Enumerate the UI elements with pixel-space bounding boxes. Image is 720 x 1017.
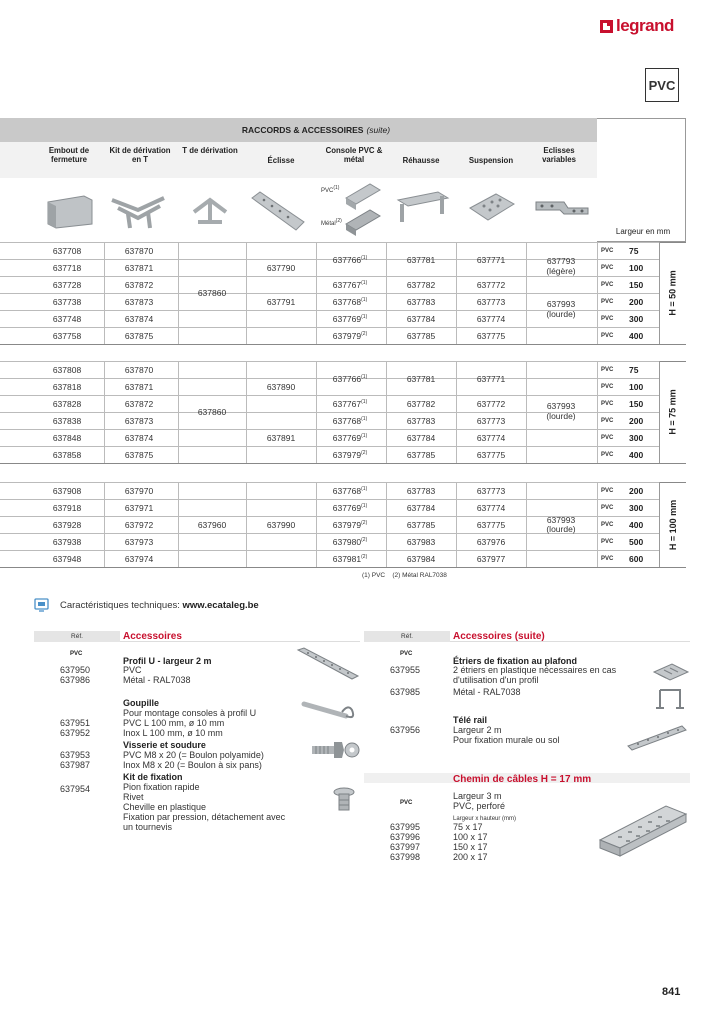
width-cell	[597, 361, 659, 378]
t-kit-image	[108, 190, 170, 232]
rehausse-ref: 637783	[406, 297, 436, 307]
eclisses-var-ref: 637993	[546, 299, 576, 309]
tech-specs-url[interactable]: www.ecataleg.be	[182, 599, 259, 611]
material-box: PVC	[645, 68, 679, 102]
embout-ref: 637828	[52, 399, 82, 409]
column-rule	[597, 482, 598, 567]
embout-ref: 637838	[52, 416, 82, 426]
width-pvc-tag: PVC	[601, 316, 614, 322]
console-ref	[316, 280, 384, 290]
suspension-ref: 637773	[476, 416, 506, 426]
col-suspension: Suspension	[468, 156, 514, 165]
goupille-ref-1: 637951	[60, 718, 91, 728]
console-ref	[316, 503, 384, 513]
kit-ref: 637875	[124, 331, 154, 341]
eclisses-var-ref: 637993	[546, 401, 576, 411]
height-label-text: H = 75 mm	[668, 389, 678, 435]
etriers-title: Étriers de fixation au plafond	[453, 656, 578, 666]
col-console: Console PVC & métal	[325, 146, 383, 164]
kit-ref: 637871	[124, 263, 154, 273]
column-rule	[597, 361, 598, 463]
kit-ref: 637973	[124, 537, 154, 547]
suspension-ref: 637775	[476, 520, 506, 530]
page-number: 841	[662, 986, 681, 998]
kit-line-3: Cheville en plastique	[123, 802, 207, 812]
embout-ref: 637908	[52, 486, 82, 496]
kit-ref: 637872	[124, 399, 154, 409]
width-value: 100	[629, 263, 644, 273]
column-rule	[104, 361, 105, 463]
tech-specs-line[interactable]	[34, 597, 259, 613]
suspension-ref: 637773	[476, 486, 506, 496]
suspension-ref: 637772	[476, 280, 506, 290]
column-rule	[104, 242, 105, 344]
table-right-panel	[597, 118, 686, 242]
kit-ref: 637873	[124, 297, 154, 307]
console-ref-value: 637980	[332, 537, 362, 547]
embout-ref: 637928	[52, 520, 82, 530]
console-ref-value: 637767	[332, 280, 362, 290]
embout-ref: 637738	[52, 297, 82, 307]
width-pvc-tag: PVC	[601, 522, 614, 528]
suspension-ref: 637771	[476, 254, 506, 265]
kit-ref: 637874	[124, 433, 154, 443]
goupille-title: Goupille	[123, 698, 159, 708]
profil-desc-2: Métal - RAL7038	[123, 675, 191, 685]
console-ref-value: 637768	[332, 297, 362, 307]
chemin-ref-4: 637998	[390, 852, 421, 862]
bolt-image	[310, 738, 360, 762]
width-cell	[597, 395, 659, 412]
chemin-desc-1: 75 x 17	[453, 822, 483, 832]
width-value: 400	[629, 331, 644, 341]
legrand-logo	[600, 16, 690, 36]
column-rule	[246, 361, 247, 463]
fixing-kit-image	[332, 786, 356, 816]
rehausse-ref: 637784	[406, 314, 436, 324]
console-ref-value: 637769	[332, 433, 362, 443]
width-value: 75	[629, 365, 639, 375]
rehausse-ref: 637983	[406, 537, 436, 547]
console-note: (2)	[361, 537, 368, 544]
console-note: (1)	[361, 254, 368, 261]
goupille-sub: Pour montage consoles à profil U	[123, 708, 257, 718]
console-ref-value: 637981	[332, 554, 362, 564]
width-cell	[597, 293, 659, 310]
width-cell	[597, 276, 659, 293]
console-metal-label: Métal	[321, 221, 336, 227]
console-note: (1)	[361, 314, 368, 321]
suspension-ref: 637775	[476, 450, 506, 460]
console-ref	[316, 297, 384, 307]
console-ref	[316, 331, 384, 341]
console-ref	[316, 537, 384, 547]
width-pvc-tag: PVC	[601, 282, 614, 288]
col-eclisses-variables: Eclisses variables	[542, 146, 576, 164]
right-pvc-tag: PVC	[400, 651, 413, 657]
rehausse-ref: 637781	[406, 373, 436, 384]
col-embout: Embout de fermeture	[48, 146, 90, 164]
console-ref	[316, 554, 384, 564]
suspension-ref: 637774	[476, 314, 506, 324]
eclisse-ref: 637990	[266, 520, 296, 530]
table-footnote: (1) PVC (2) Métal RAL7038	[362, 572, 447, 579]
tele-ref: 637956	[390, 725, 421, 735]
console-ref-value: 637768	[332, 416, 362, 426]
console-ref	[316, 433, 384, 443]
console-note: (1)	[361, 416, 368, 423]
width-cell	[597, 446, 659, 463]
col-eclisse: Éclisse	[267, 156, 295, 165]
width-value: 150	[629, 280, 644, 290]
visserie-desc-2: Inox M8 x 20 (= Boulon à six pans)	[123, 760, 262, 770]
left-title: Accessoires	[123, 631, 182, 642]
goupille-desc-2: Inox L 100 mm, ø 10 mm	[123, 728, 223, 738]
console-note: (1)	[361, 297, 368, 304]
col-t: T de dérivation	[182, 146, 238, 155]
width-cell	[597, 499, 659, 516]
console-ref	[316, 314, 384, 324]
visserie-desc-1: PVC M8 x 20 (= Boulon polyamide)	[123, 750, 264, 760]
table-title: RACCORDS & ACCESSOIRES (suite)	[35, 118, 597, 142]
t-derivation-ref: 637860	[197, 288, 227, 298]
width-pvc-tag: PVC	[601, 248, 614, 254]
kit-line-1: Pion fixation rapide	[123, 782, 200, 792]
embout-ref: 637708	[52, 246, 82, 256]
console-ref	[316, 416, 384, 426]
eclisses-var-note: (lourde)	[546, 309, 576, 319]
eclisses-var-ref: 637793	[546, 256, 576, 266]
suspension-ref: 637775	[476, 331, 506, 341]
console-note: (2)	[361, 554, 368, 561]
width-cell	[597, 482, 659, 499]
right-ref-label: Réf.	[364, 631, 450, 642]
console-ref	[316, 255, 384, 265]
ceiling-bracket-image	[650, 660, 692, 712]
kit-ref: 637871	[124, 382, 154, 392]
console-note: (1)	[361, 280, 368, 287]
chemin-pvc-tag: PVC	[400, 800, 413, 806]
right-title: Accessoires (suite)	[453, 631, 545, 642]
suspension-ref: 637976	[476, 537, 506, 547]
suspension-ref: 637774	[476, 433, 506, 443]
console-pvc-label: PVC	[321, 188, 334, 194]
kit-ref: 637870	[124, 365, 154, 375]
embout-ref: 637758	[52, 331, 82, 341]
kit-line-5: un tournevis	[123, 822, 173, 832]
console-ref	[316, 450, 384, 460]
brand-name: legrand	[616, 16, 674, 35]
width-value: 400	[629, 450, 644, 460]
console-ref-value: 637979	[332, 520, 362, 530]
width-pvc-tag: PVC	[601, 418, 614, 424]
width-pvc-tag: PVC	[601, 367, 614, 373]
rehausse-ref: 637782	[406, 280, 436, 290]
profile-u-image	[296, 646, 360, 682]
embout-ref: 637808	[52, 365, 82, 375]
column-rule	[597, 242, 598, 344]
width-cell	[597, 242, 659, 259]
console-note: (1)	[361, 373, 368, 380]
width-pvc-tag: PVC	[601, 384, 614, 390]
embout-ref: 637858	[52, 450, 82, 460]
profil-desc-1: PVC	[123, 665, 142, 675]
kit-ref: 637873	[124, 416, 154, 426]
kit-ref: 637870	[124, 246, 154, 256]
console-note: (2)	[361, 520, 368, 527]
width-pvc-tag: PVC	[601, 488, 614, 494]
embout-ref: 637918	[52, 503, 82, 513]
eclisse-ref: 637791	[266, 297, 296, 307]
width-cell	[597, 550, 659, 567]
width-pvc-tag: PVC	[601, 333, 614, 339]
width-pvc-tag: PVC	[601, 539, 614, 545]
chemin-ref-1: 637995	[390, 822, 421, 832]
tele-line-1: Largeur 2 m	[453, 725, 502, 735]
console-ref-value: 637766	[332, 373, 362, 384]
eclisse-ref: 637890	[266, 382, 296, 392]
profil-ref-1: 637950	[60, 665, 91, 675]
rehausse-ref: 637784	[406, 433, 436, 443]
width-pvc-tag: PVC	[601, 299, 614, 305]
console-ref-value: 637767	[332, 399, 362, 409]
kit-line-4: Fixation par pression, détachement avec	[123, 812, 286, 822]
rehausse-ref: 637783	[406, 486, 436, 496]
tele-line-2: Pour fixation murale ou sol	[453, 735, 560, 745]
suspension-ref: 637772	[476, 399, 506, 409]
chemin-dim-label: Largeur x hauteur (mm)	[453, 816, 517, 822]
eclisses-var-note: (légère)	[546, 266, 576, 276]
rehausse-image	[392, 186, 452, 230]
etriers-ref-2: 637985	[390, 687, 421, 697]
width-value: 600	[629, 554, 644, 564]
width-cell	[597, 412, 659, 429]
width-cell	[597, 378, 659, 395]
t-derivation-image	[188, 192, 232, 230]
chemin-desc-3: 150 x 17	[453, 842, 488, 852]
profil-ref-2: 637986	[60, 675, 91, 685]
column-rule	[246, 242, 247, 344]
chemin-ref-2: 637996	[390, 832, 421, 842]
console-note: (1)	[361, 486, 368, 493]
kit-ref: 637954	[60, 784, 91, 794]
kit-line-2: Rivet	[123, 792, 144, 802]
height-label-text: H = 100 mm	[668, 499, 678, 550]
legrand-mark-icon	[600, 20, 613, 33]
width-value: 200	[629, 297, 644, 307]
height-label	[659, 482, 686, 567]
width-value: 300	[629, 433, 644, 443]
width-cell	[597, 259, 659, 276]
embout-ref: 637748	[52, 314, 82, 324]
console-note: (2)	[361, 450, 368, 457]
suspension-ref: 637977	[476, 554, 506, 564]
chemin-desc-2: 100 x 17	[453, 832, 488, 842]
goupille-desc-1: PVC L 100 mm, ø 10 mm	[123, 718, 225, 728]
kit-ref: 637875	[124, 450, 154, 460]
width-value: 100	[629, 382, 644, 392]
rehausse-ref: 637785	[406, 450, 436, 460]
embout-ref: 637818	[52, 382, 82, 392]
suspension-image	[464, 186, 520, 232]
rehausse-ref: 637781	[406, 254, 436, 265]
console-note: (1)	[361, 433, 368, 440]
embout-ref: 637848	[52, 433, 82, 443]
console-ref-value: 637769	[332, 503, 362, 513]
width-cell	[597, 516, 659, 533]
embout-ref: 637728	[52, 280, 82, 290]
width-value: 300	[629, 503, 644, 513]
width-value: 150	[629, 399, 644, 409]
width-cell	[597, 327, 659, 344]
etriers-desc-2: Métal - RAL7038	[453, 687, 521, 697]
eclisses-var-ref: 637993	[546, 515, 576, 525]
width-pvc-tag: PVC	[601, 556, 614, 562]
console-ref	[316, 486, 384, 496]
rehausse-ref: 637785	[406, 520, 436, 530]
width-pvc-tag: PVC	[601, 505, 614, 511]
console-ref	[316, 374, 384, 384]
width-value: 400	[629, 520, 644, 530]
chemin-title: Chemin de câbles H = 17 mm	[453, 774, 592, 785]
etriers-line-2: d'utilisation d'un profil	[453, 675, 539, 685]
rehausse-ref: 637784	[406, 503, 436, 513]
rehausse-ref: 637984	[406, 554, 436, 564]
kit-ref: 637971	[124, 503, 154, 513]
width-label: Largeur en mm	[615, 227, 671, 236]
chemin-desc-4: 200 x 17	[453, 852, 488, 862]
visserie-ref-2: 637987	[60, 760, 91, 770]
kit-ref: 637974	[124, 554, 154, 564]
width-value: 500	[629, 537, 644, 547]
width-value: 300	[629, 314, 644, 324]
kit-ref: 637972	[124, 520, 154, 530]
variable-splice-image	[534, 196, 590, 220]
width-cell	[597, 310, 659, 327]
height-label-text: H = 50 mm	[668, 270, 678, 316]
console-note: (1)	[361, 399, 368, 406]
console-ref-value: 637766	[332, 254, 362, 265]
t-derivation-ref: 637960	[197, 519, 227, 530]
chemin-ref-3: 637997	[390, 842, 421, 852]
console-ref-value: 637979	[332, 450, 362, 460]
console-note: (2)	[361, 331, 368, 338]
end-cap-image	[44, 190, 96, 230]
eclisses-var-note: (lourde)	[546, 411, 576, 421]
suspension-ref: 637773	[476, 297, 506, 307]
console-image	[340, 180, 384, 238]
chemin-line-2: PVC, perforé	[453, 801, 506, 811]
cable-tray-image	[596, 800, 690, 864]
kit-ref: 637970	[124, 486, 154, 496]
goupille-ref-2: 637952	[60, 728, 91, 738]
tele-title: Télé rail	[453, 715, 488, 725]
kit-ref: 637874	[124, 314, 154, 324]
kit-ref: 637872	[124, 280, 154, 290]
console-ref-value: 637769	[332, 314, 362, 324]
console-ref-value: 637979	[332, 331, 362, 341]
kit-title: Kit de fixation	[123, 772, 183, 782]
width-pvc-tag: PVC	[601, 452, 614, 458]
embout-ref: 637938	[52, 537, 82, 547]
console-ref-value: 637768	[332, 486, 362, 496]
height-label	[659, 242, 686, 344]
width-cell	[597, 429, 659, 446]
eclisse-ref: 637790	[266, 263, 296, 273]
width-pvc-tag: PVC	[601, 435, 614, 441]
rehausse-ref: 637782	[406, 399, 436, 409]
tele-rail-image	[626, 722, 688, 752]
rehausse-ref: 637785	[406, 331, 436, 341]
rehausse-ref: 637783	[406, 416, 436, 426]
width-value: 75	[629, 246, 639, 256]
embout-ref: 637948	[52, 554, 82, 564]
left-pvc-tag: PVC	[70, 651, 83, 657]
pin-image	[300, 698, 362, 726]
console-ref	[316, 399, 384, 409]
etriers-line-1: 2 étriers en plastique nécessaires en cas	[453, 665, 617, 675]
width-pvc-tag: PVC	[601, 401, 614, 407]
monitor-icon	[34, 597, 50, 613]
table-header-band-left	[0, 118, 35, 142]
eclisse-ref: 637891	[266, 433, 296, 443]
eclisse-image	[248, 184, 308, 236]
col-rehausse: Réhausse	[402, 156, 440, 165]
t-derivation-ref: 637860	[197, 407, 227, 417]
etriers-ref-1: 637955	[390, 665, 421, 675]
eclisses-var-note: (lourde)	[546, 524, 576, 534]
visserie-title: Visserie et soudure	[123, 740, 206, 750]
suspension-ref: 637771	[476, 373, 506, 384]
height-label	[659, 361, 686, 463]
visserie-ref-1: 637953	[60, 750, 91, 760]
width-pvc-tag: PVC	[601, 265, 614, 271]
profil-title: Profil U - largeur 2 m	[123, 656, 212, 666]
column-rule	[104, 482, 105, 567]
tech-specs-label: Caractéristiques techniques:	[60, 599, 180, 611]
console-ref	[316, 520, 384, 530]
width-cell	[597, 533, 659, 550]
width-value: 200	[629, 486, 644, 496]
left-ref-label: Réf.	[34, 631, 120, 642]
width-value: 200	[629, 416, 644, 426]
col-kit: Kit de dérivation en T	[109, 146, 171, 164]
embout-ref: 637718	[52, 263, 82, 273]
console-note: (1)	[361, 503, 368, 510]
chemin-line-1: Largeur 3 m	[453, 791, 502, 801]
suspension-ref: 637774	[476, 503, 506, 513]
